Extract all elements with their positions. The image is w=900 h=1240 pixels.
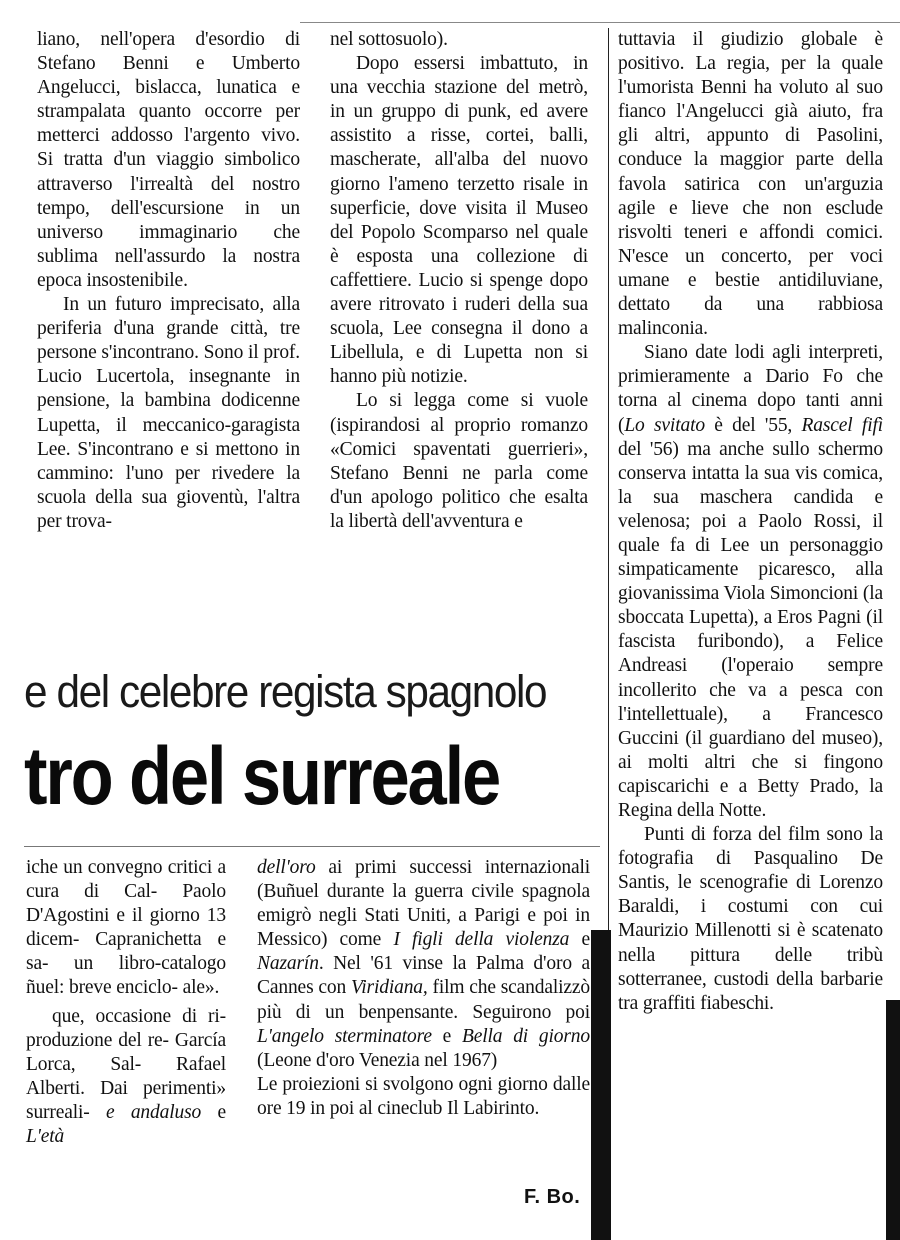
author-signature: F. Bo. (524, 1186, 581, 1208)
paragraph: In un futuro imprecisato, alla periferia d'una grande città, tre persone s'incontrano. Sono il prof. Lucio Lucertola, insegnante in pensione, la bambina dodicenne Lupetta, il meccanico-garagista Lee. S'incontrano e si mettono in cammino: l'uno per rivedere la scuola della sua gioventù, l'altra per trova- (37, 294, 300, 532)
text-run: . Nel '61 vinse la Palma d'oro a Cannes con (257, 953, 590, 999)
text-run: e (201, 1101, 226, 1123)
film-title: L'età (26, 1126, 65, 1148)
column-right (618, 28, 883, 1016)
text-run: e (569, 929, 591, 951)
film-title: Bella di giorno (461, 1025, 590, 1047)
text-run: Siano date lodi agli interpreti, primieramente a Dario Fo che torna al cinema dopo tanti anni ( (618, 342, 883, 436)
text-run: del '56) ma anche sullo schermo conserva intatta la sua vis comica, la sua maschera candida e velenosa; poi a Paolo Rossi, il quale fa di Lee un personaggio simpaticamente picaresco, alla giovanissima Viola Simoncioni (la sboccata Lupetta), a Eros Pagni (il fascista furibondo), a Felice Andreasi (l'operaio sempre incollerito che va a pesca con l'intellettuale), a Francesco Guccini (il guardiano del museo), ai molti altri che si fingono capiscarichi e a Betty Prado, la Regina della Notte. (618, 438, 883, 821)
column-bottom-middle (257, 856, 590, 1121)
paragraph: tuttavia il giudizio globale è positivo. La regia, per la quale l'umorista Benni ha voluto al suo fianco l'Angelucci già aiuto, fra gli altri, appunto di Pasolini, conduce la maggior parte della favola satirica con un'arguzia agile e lieve che non esclude risvolti teneri e affondi comici. N'esce un concerto, per voci umane e bestie antidiluviane, dettato da una rabbiosa malinconia. (618, 29, 883, 340)
column-top-middle (330, 28, 588, 534)
text-run: (Leone d'oro Venezia nel 1967) (257, 1049, 498, 1071)
paragraph: Lo si legga come si vuole (ispirandosi al proprio romanzo «Comici spaventati guerrieri», Stefano Benni ne parla come d'un apologo politico che esalta la libertà dell'avventura e (330, 390, 588, 532)
scan-shadow (591, 930, 611, 1240)
paragraph: Le proiezioni si svolgono ogni giorno dalle ore 19 in poi al cineclub Il Labirinto. (257, 1073, 590, 1119)
text-run: film che scandalizzò più di un benpensante. Seguirono poi (257, 977, 590, 1023)
text-run: que, occasione di ri- produzione del re- García Lorca, Sal- Rafael Alberti. Dai perimenti» surreali- (26, 1005, 226, 1123)
scan-shadow (886, 1000, 900, 1240)
film-title: Lo svitato (624, 414, 705, 436)
article-subheadline: e del celebre regista spagnolo (24, 666, 547, 717)
film-title: dell'oro (257, 857, 316, 878)
paragraph: nel sottosuolo). (330, 29, 448, 50)
column-top-left (37, 28, 300, 534)
film-title: e andaluso (105, 1101, 202, 1123)
film-title: Viridiana, (350, 977, 428, 999)
paragraph (26, 1005, 226, 1150)
film-title: Rascel fifì (801, 414, 883, 436)
paragraph: liano, nell'opera d'esordio di Stefano Benni e Umberto Angelucci, bislacca, lunatica e strampalata quanto occorre per metterci addosso l'argento vivo. Si tratta d'un viaggio simbolico attraverso l'irrealtà del nostro tempo, dell'escursione in un universo immaginario che sublima nell'assurdo la nostra epoca insostenibile. (37, 29, 300, 291)
film-title: I figli della violenza (393, 929, 570, 951)
text-run: ai primi successi internazionali (Buñuel durante la guerra civile spagnola emigrò negli Stati Uniti, a Parigi e poi in Messico) come (257, 857, 590, 951)
paragraph: Punti di forza del film sono la fotografia di Pasqualino De Santis, le scenografie di Lorenzo Baraldi, i costumi con cui Maurizio Millenotti si è scatenato nella pittura delle tribù sotterranee, custodi della barbarie tra graffiti fiabeschi. (618, 824, 883, 1014)
text-run: è del '55, (704, 414, 802, 436)
film-title: Nazarín (257, 953, 319, 975)
text-run: e (431, 1025, 462, 1047)
headline-rule (24, 846, 600, 847)
paragraph (618, 341, 883, 823)
column-bottom-left (26, 856, 226, 1149)
paragraph: Dopo essersi imbattuto, in una vecchia stazione del metrò, in un gruppo di punk, ed avere assistito a risse, cortei, balli, mascherate, all'alba del nuovo giorno l'ameno terzetto risale in superficie, dove visita il Museo del Popolo Scomparso nel quale è esposta una collezione di caffettiere. Lucio si spenge dopo avere ritrovato i ruderi della sua scuola, Lee consegna il dono a Libellula, e di Lupetta non si hanno più notizie. (330, 53, 588, 388)
paragraph: iche un convegno critici a cura di Cal- Paolo D'Agostini e il giorno 13 dicem- Capranichetta e sa- un libro-catalogo ñuel: breve enciclo- ale». (26, 857, 226, 999)
paragraph (257, 856, 590, 1073)
film-title: L'angelo sterminatore (257, 1025, 432, 1047)
article-headline: tro del surreale (24, 731, 500, 822)
top-dashed-rule (300, 22, 900, 23)
